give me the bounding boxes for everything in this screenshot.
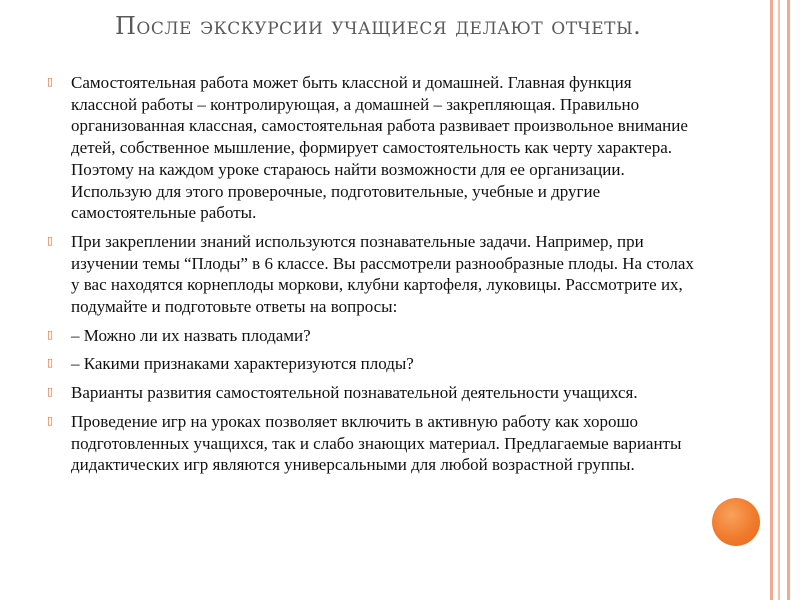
bullet-icon: ▯: [47, 414, 54, 427]
bullet-item: [47, 411, 697, 476]
bullet-text: При закреплении знаний используются познавательные задачи. Например, при изучении темы “Плоды” в 6 классе. Вы рассмотрели разнообразные плоды. На столах у вас находятся корнеплоды моркови, клубни картофеля, луковицы. Рассмотрите их, подумайте и подготовьте ответы на вопросы:: [71, 231, 694, 317]
decorative-border: [761, 0, 800, 600]
decorative-orb-icon: [712, 498, 760, 546]
bullet-item: [47, 231, 697, 318]
bullet-text: Варианты развития самостоятельной познавательной деятельности учащихся.: [71, 383, 638, 403]
border-stripe: [787, 0, 790, 600]
bullet-icon: ▯: [47, 357, 54, 370]
bullet-text: Самостоятельная работа может быть классной и домашней. Главная функция классной работы – контролирующая, а домашней – закрепляющая. Правильно организованная классная, самостоятельная работа развивает произвольное внимание детей, собственное мышление, формирует самостоятельность как черту характера. Поэтому на каждом уроке стараюсь найти возможности для ее организации. Использую для этого проверочные, подготовительные, учебные и другие самостоятельные работы.: [71, 73, 688, 223]
bullet-item: [47, 382, 697, 404]
slide-title: После экскурсии учащиеся делают отчеты.: [115, 12, 642, 40]
bullet-icon: ▯: [47, 328, 54, 341]
bullet-text: Проведение игр на уроках позволяет включить в активную работу как хорошо подготовленных учащихся, так и слабо знающих материал. Предлагаемые варианты дидактических игр являются универсальными для любой возрастной группы.: [71, 411, 682, 475]
border-stripe: [778, 0, 780, 600]
border-stripe: [770, 0, 773, 600]
bullet-item: [47, 325, 697, 347]
bullet-icon: ▯: [47, 234, 54, 247]
bullet-item: [47, 353, 697, 375]
bullet-text: – Можно ли их назвать плодами?: [71, 325, 311, 345]
bullet-icon: ▯: [47, 386, 54, 399]
bullet-item: [47, 72, 697, 224]
bullet-text: – Какими признаками характеризуются плоды?: [71, 354, 414, 374]
bullet-icon: ▯: [47, 76, 54, 88]
slide-content: [47, 72, 697, 483]
